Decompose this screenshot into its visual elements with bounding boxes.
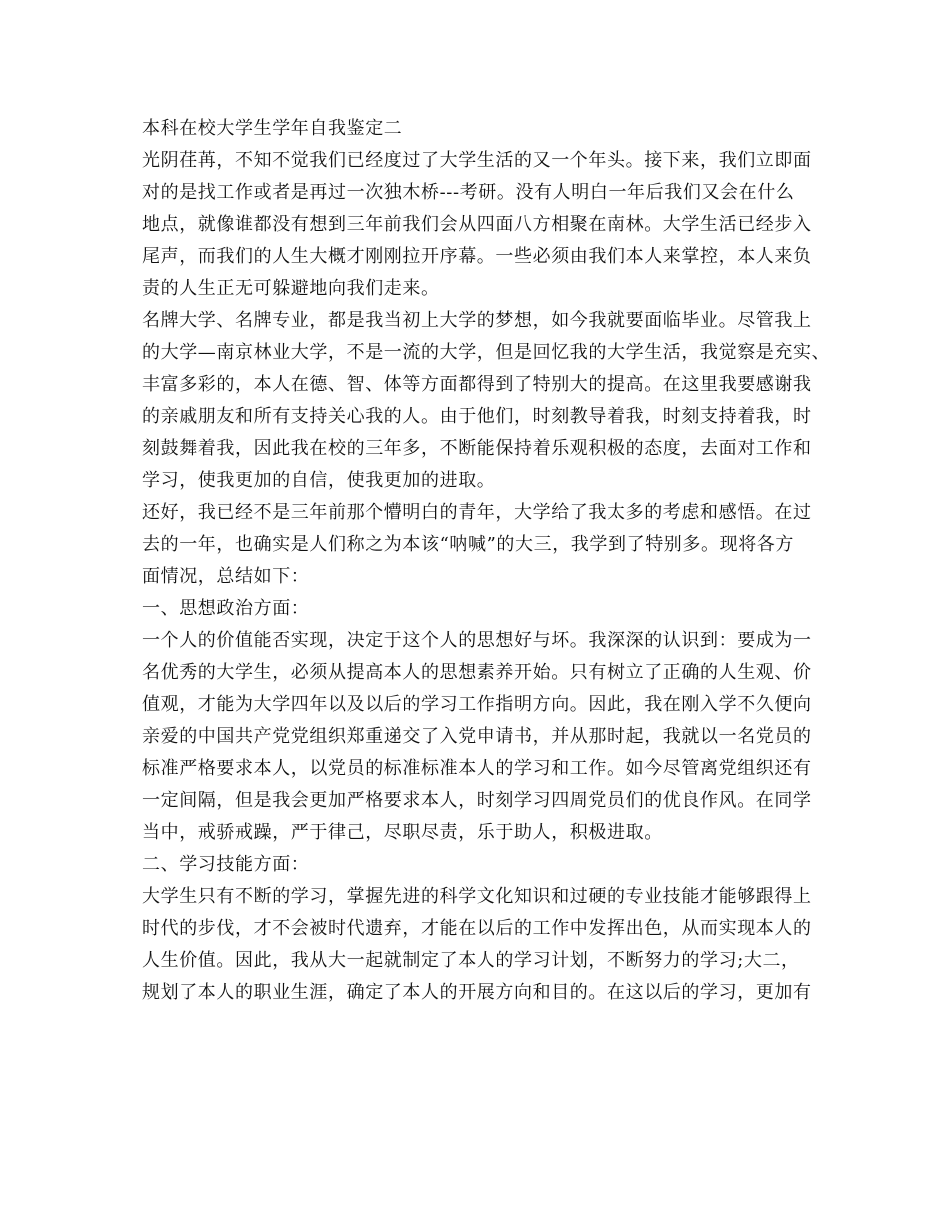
paragraph-line: 人生价值。因此，我从大一起就制定了本人的学习计划，不断努力的学习;大二， xyxy=(142,950,800,971)
paragraph-line: 尾声，而我们的人生大概才刚刚拉开序幕。一些必须由我们本人来掌控，本人来负 xyxy=(142,246,812,267)
document-title: 本科在校大学生学年自我鉴定二 xyxy=(142,118,403,139)
paragraph-line: 大学生只有不断的学习，掌握先进的科学文化知识和过硬的专业技能才能够跟得上 xyxy=(142,886,812,907)
paragraph-line: 标准严格要求本人，以党员的标准标准本人的学习和工作。如今尽管离党组织还有 xyxy=(142,758,812,779)
paragraph-line: 光阴荏苒，不知不觉我们已经度过了大学生活的又一个年头。接下来，我们立即面 xyxy=(142,150,812,171)
section-heading: 一、思想政治方面： xyxy=(142,598,310,619)
paragraph-line: 面情况，总结如下： xyxy=(142,566,310,587)
paragraph-line: 当中，戒骄戒躁，严于律己，尽职尽责，乐于助人，积极进取。 xyxy=(142,822,663,843)
paragraph-line: 刻鼓舞着我，因此我在校的三年多，不断能保持着乐观积极的态度，去面对工作和 xyxy=(142,438,812,459)
paragraph-line: 丰富多彩的，本人在德、智、体等方面都得到了特别大的提高。在这里我要感谢我 xyxy=(142,374,812,395)
paragraph-line: 值观，才能为大学四年以及以后的学习工作指明方向。因此，我在刚入学不久便向 xyxy=(142,694,812,715)
paragraph-line: 去的一年，也确实是人们称之为本该“呐喊”的大三，我学到了特别多。现将各方 xyxy=(142,534,795,555)
paragraph-line: 一个人的价值能否实现，决定于这个人的思想好与坏。我深深的认识到：要成为一 xyxy=(142,630,812,651)
document-body xyxy=(142,113,832,1009)
paragraph-line: 的大学—南京林业大学，不是一流的大学，但是回忆我的大学生活，我觉察是充实、 xyxy=(142,342,831,363)
paragraph-line: 规划了本人的职业生涯，确定了本人的开展方向和目的。在这以后的学习，更加有 xyxy=(142,982,812,1003)
paragraph-line: 学习，使我更加的自信，使我更加的进取。 xyxy=(142,470,496,491)
paragraph-line: 地点，就像谁都没有想到三年前我们会从四面八方相聚在南林。大学生活已经步入 xyxy=(142,214,812,235)
section-heading: 二、学习技能方面： xyxy=(142,854,310,875)
paragraph-line: 的亲戚朋友和所有支持关心我的人。由于他们，时刻教导着我，时刻支持着我，时 xyxy=(142,406,812,427)
paragraph-line: 名优秀的大学生，必须从提高本人的思想素养开始。只有树立了正确的人生观、价 xyxy=(142,662,812,683)
paragraph-line: 还好，我已经不是三年前那个懵明白的青年，大学给了我太多的考虑和感悟。在过 xyxy=(142,502,812,523)
paragraph-line: 一定间隔，但是我会更加严格要求本人，时刻学习四周党员们的优良作风。在同学 xyxy=(142,790,812,811)
paragraph-line: 责的人生正无可躲避地向我们走来。 xyxy=(142,278,440,299)
paragraph-line: 对的是找工作或者是再过一次独木桥---考研。没有人明白一年后我们又会在什么 xyxy=(142,182,795,203)
paragraph-line: 名牌大学、名牌专业，都是我当初上大学的梦想，如今我就要面临毕业。尽管我上 xyxy=(142,310,812,331)
paragraph-line: 时代的步伐，才不会被时代遗弃，才能在以后的工作中发挥出色，从而实现本人的 xyxy=(142,918,812,939)
paragraph-line: 亲爱的中国共产党党组织郑重递交了入党申请书，并从那时起，我就以一名党员的 xyxy=(142,726,812,747)
